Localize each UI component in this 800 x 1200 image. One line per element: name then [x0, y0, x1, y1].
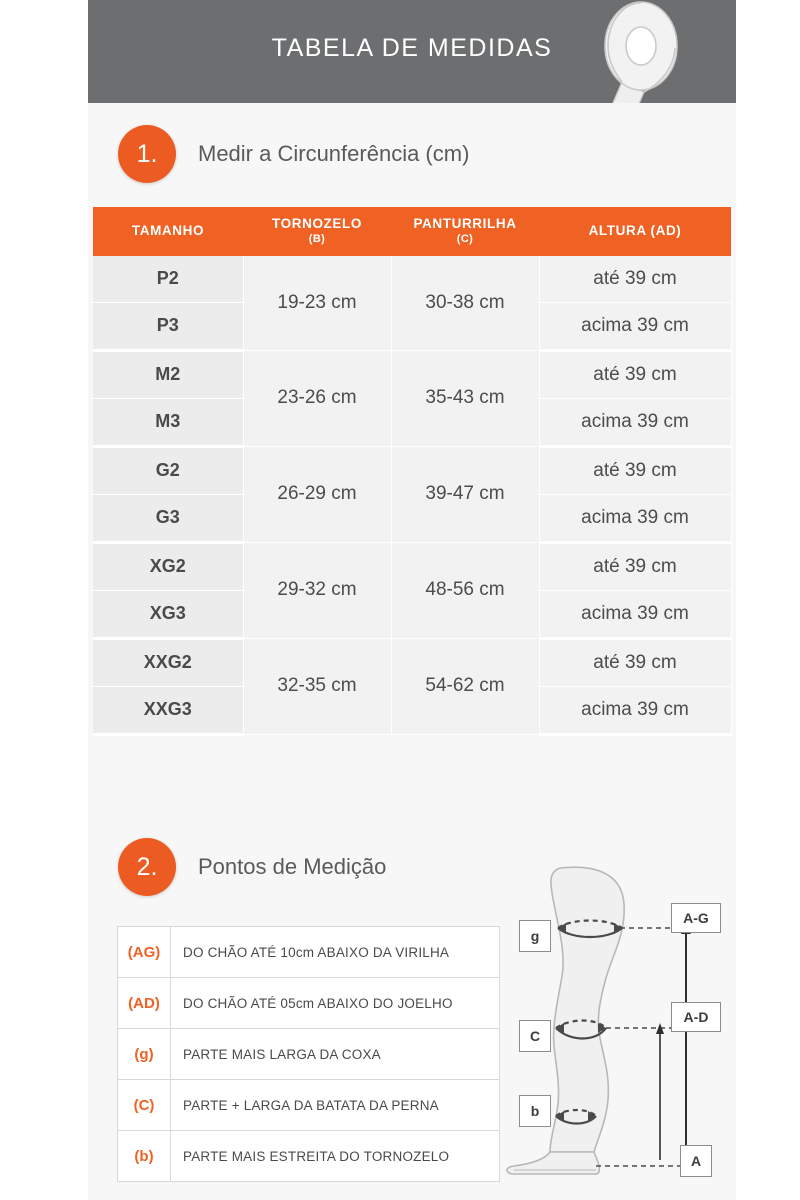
ankle-range: 32-35 cm: [243, 638, 391, 734]
point-desc: DO CHÃO ATÉ 05cm ABAIXO DO JOELHO: [171, 978, 500, 1029]
height-range: até 39 cm: [539, 542, 731, 590]
header-tornozelo: TORNOZELO (B): [243, 207, 391, 256]
size-label: XG2: [93, 542, 243, 590]
calf-range: 35-43 cm: [391, 350, 539, 446]
height-range: acima 39 cm: [539, 398, 731, 446]
height-range: acima 39 cm: [539, 590, 731, 638]
step-1-badge: 1.: [118, 125, 176, 183]
size-label: G2: [93, 446, 243, 494]
header-panturrilha: PANTURRILHA (C): [391, 207, 539, 256]
diagram-label-b: b: [519, 1095, 551, 1127]
list-item: [118, 1029, 500, 1080]
list-item: [118, 1131, 500, 1182]
step-1-row: [118, 125, 469, 183]
point-code: (b): [118, 1131, 171, 1182]
header-altura: ALTURA (AD): [539, 207, 731, 256]
diagram-label-ag: A-G: [671, 903, 721, 933]
size-label: P3: [93, 302, 243, 350]
point-code: (g): [118, 1029, 171, 1080]
ankle-range: 29-32 cm: [243, 542, 391, 638]
table-row: [93, 350, 731, 398]
point-desc: PARTE MAIS LARGA DA COXA: [171, 1029, 500, 1080]
step-2-label: Pontos de Medição: [198, 854, 387, 879]
point-code: (AG): [118, 927, 171, 978]
point-code: (AD): [118, 978, 171, 1029]
diagram-label-a: A: [680, 1145, 712, 1177]
measuring-tape-icon: [534, 0, 684, 103]
list-item: [118, 978, 500, 1029]
table-row: [93, 638, 731, 686]
point-desc: PARTE MAIS ESTREITA DO TORNOZELO: [171, 1131, 500, 1182]
ankle-range: 19-23 cm: [243, 256, 391, 351]
header-tamanho: TAMANHO: [93, 207, 243, 256]
height-range: acima 39 cm: [539, 494, 731, 542]
height-range: até 39 cm: [539, 350, 731, 398]
diagram-label-ad: A-D: [671, 1002, 721, 1032]
height-range: até 39 cm: [539, 256, 731, 303]
header-bar: [88, 0, 736, 103]
calf-range: 39-47 cm: [391, 446, 539, 542]
table-row: [93, 446, 731, 494]
size-label: M2: [93, 350, 243, 398]
size-table: [93, 207, 732, 736]
ankle-range: 26-29 cm: [243, 446, 391, 542]
list-item: [118, 1080, 500, 1131]
height-range: acima 39 cm: [539, 686, 731, 734]
calf-range: 54-62 cm: [391, 638, 539, 734]
step-2-badge: 2.: [118, 838, 176, 896]
size-label: XXG2: [93, 638, 243, 686]
table-row: [93, 542, 731, 590]
size-label: P2: [93, 256, 243, 303]
diagram-label-c: C: [519, 1020, 551, 1052]
point-desc: DO CHÃO ATÉ 10cm ABAIXO DA VIRILHA: [171, 927, 500, 978]
size-label: XXG3: [93, 686, 243, 734]
size-label: M3: [93, 398, 243, 446]
ankle-range: 23-26 cm: [243, 350, 391, 446]
measurement-points-table: [117, 926, 500, 1182]
calf-range: 48-56 cm: [391, 542, 539, 638]
step-2-row: [118, 838, 386, 896]
height-range: acima 39 cm: [539, 302, 731, 350]
height-range: até 39 cm: [539, 638, 731, 686]
page-title: TABELA DE MEDIDAS: [271, 34, 553, 62]
point-code: (C): [118, 1080, 171, 1131]
size-label: G3: [93, 494, 243, 542]
step-1-label: Medir a Circunferência (cm): [198, 141, 470, 166]
list-item: [118, 927, 500, 978]
size-label: XG3: [93, 590, 243, 638]
size-table-header-row: [93, 207, 731, 256]
table-row: [93, 256, 731, 303]
height-range: até 39 cm: [539, 446, 731, 494]
diagram-label-g: g: [519, 920, 551, 952]
calf-range: 30-38 cm: [391, 256, 539, 351]
point-desc: PARTE + LARGA DA BATATA DA PERNA: [171, 1080, 500, 1131]
